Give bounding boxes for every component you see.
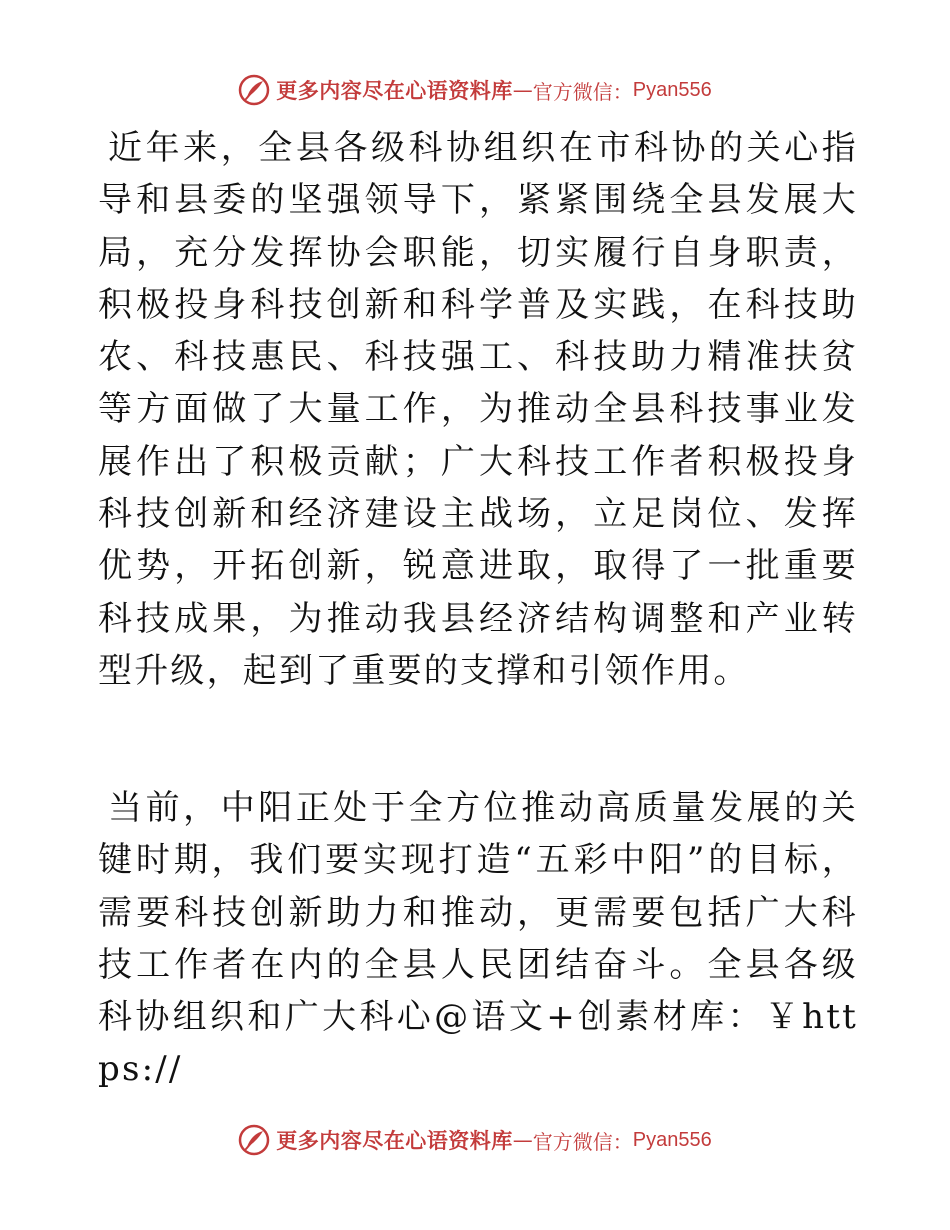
wechat-label: 官方微信：	[532, 1129, 633, 1154]
header-watermark	[0, 70, 950, 110]
footer-watermark	[0, 1120, 950, 1160]
brand-separator: —	[512, 78, 533, 102]
feather-quill-logo	[238, 74, 270, 106]
wechat-id: Pyan556	[632, 1128, 712, 1151]
body-paragraph-2: 当前，中阳正处于全方位推动高质量发展的关键时期，我们要实现打造“五彩中阳”的目标，需要科技创新助力和推动，更需要包括广大科技工作者在内的全县人民团结奋斗。全县各级科协组织和广大科心@语文+创素材库：￥https://	[98, 788, 858, 1090]
brand-text: 更多内容尽在心语资料库	[276, 1128, 513, 1153]
feather-quill-logo	[238, 1124, 270, 1156]
wechat-id: Pyan556	[632, 78, 712, 101]
brand-separator: —	[512, 1128, 533, 1152]
wechat-label: 官方微信：	[532, 79, 633, 104]
brand-text: 更多内容尽在心语资料库	[276, 78, 513, 103]
body-paragraph-1: 近年来，全县各级科协组织在市科协的关心指导和县委的坚强领导下，紧紧围绕全县发展大局，充分发挥协会职能，切实履行自身职责，积极投身科技创新和科学普及实践，在科技助农、科技惠民、科技强工、科技助力精准扶贫等方面做了大量工作，为推动全县科技事业发展作出了积极贡献；广大科技工作者积极投身科技创新和经济建设主战场，立足岗位、发挥优势，开拓创新，锐意进取，取得了一批重要科技成果，为推动我县经济结构调整和产业转型升级，起到了重要的支撑和引领作用。	[98, 128, 858, 691]
